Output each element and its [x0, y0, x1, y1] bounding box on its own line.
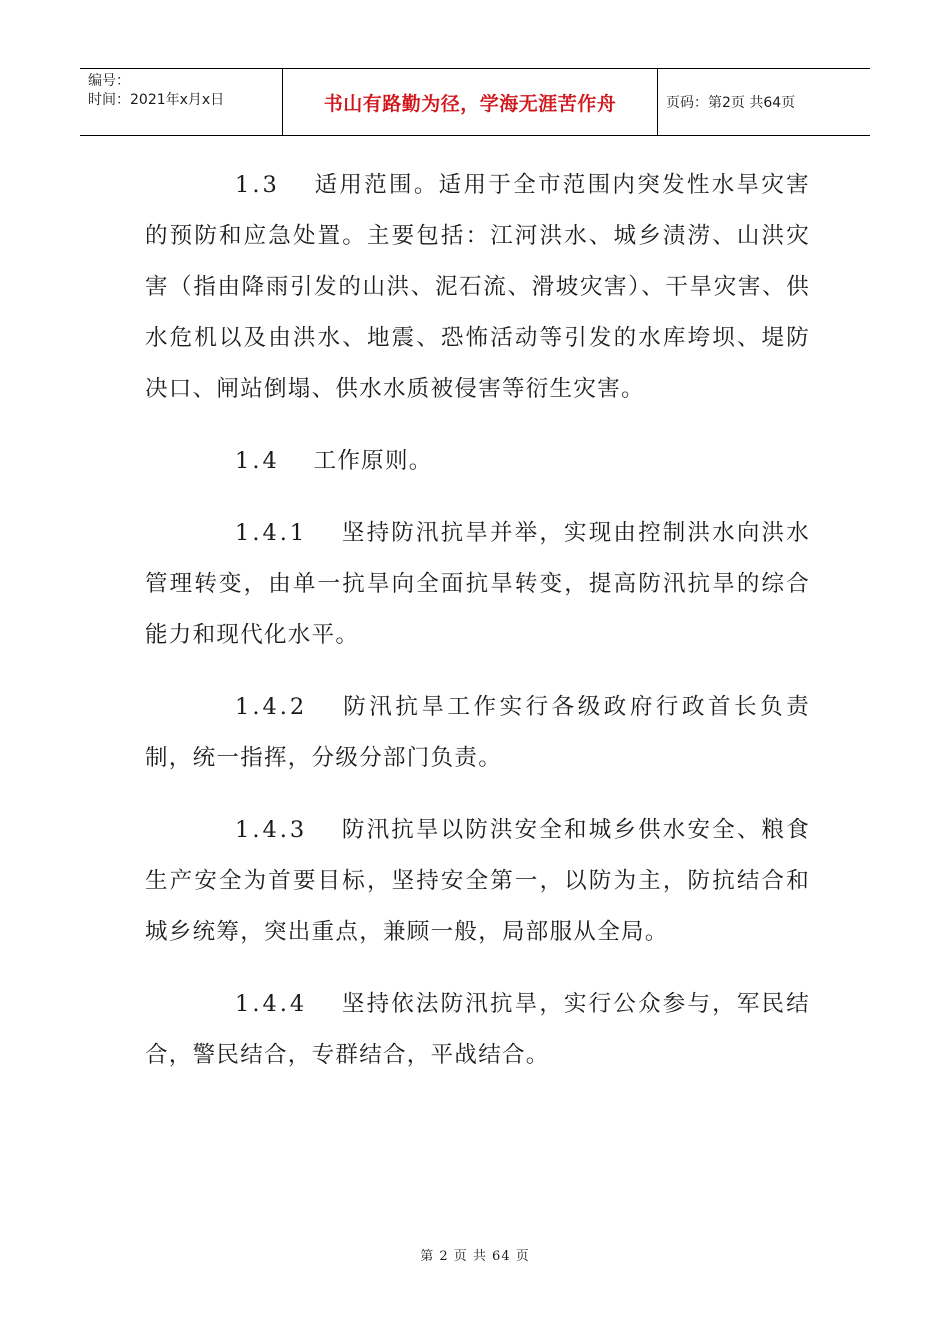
section-number: 1.4.4 [235, 991, 308, 1017]
document-number-label: 编号： [88, 73, 130, 89]
section-number: 1.4.2 [235, 694, 308, 720]
paragraph-1-3 [145, 160, 810, 415]
header-page-info-cell [658, 69, 870, 135]
paragraph-1-4-1 [145, 508, 810, 661]
section-number: 1.4 [235, 448, 280, 474]
page-footer: 第 2 页 共 64 页 [420, 1249, 530, 1264]
paragraph-text: 坚持防汛抗旱并举，实现由控制洪水向洪水管理转变，由单一抗旱向全面抗旱转变，提高防汛抗旱的综合能力和现代化水平。 [145, 520, 810, 648]
paragraph-1-4 [145, 436, 810, 487]
page-header [80, 68, 870, 136]
header-page-info: 页码：第2页 共64页 [666, 95, 796, 111]
paragraph-text: 适用范围。适用于全市范围内突发性水旱灾害的预防和应急处置。主要包括：江河洪水、城乡渍涝、山洪灾害（指由降雨引发的山洪、泥石流、滑坡灾害）、干旱灾害、供水危机以及由洪水、地震、恐怖活动等引发的水库垮坝、堤防决口、闸站倒塌、供水水质被侵害等衍生灾害。 [145, 172, 810, 402]
section-number: 1.3 [235, 172, 280, 198]
paragraph-1-4-3 [145, 805, 810, 958]
section-number: 1.4.1 [235, 520, 308, 546]
header-motto: 书山有路勤为径，学海无涯苦作舟 [323, 92, 617, 115]
paragraph-1-4-4 [145, 979, 810, 1081]
header-meta [80, 69, 282, 135]
section-number: 1.4.3 [235, 817, 308, 843]
paragraph-text: 防汛抗旱工作实行各级政府行政首长负责制，统一指挥，分级分部门负责。 [145, 694, 810, 771]
document-date: 时间：2021年x月x日 [88, 92, 225, 108]
paragraph-text: 坚持依法防汛抗旱，实行公众参与，军民结合，警民结合，专群结合，平战结合。 [145, 991, 810, 1068]
paragraph-1-4-2 [145, 682, 810, 784]
header-motto-cell [282, 69, 658, 135]
paragraph-text: 防汛抗旱以防洪安全和城乡供水安全、粮食生产安全为首要目标，坚持安全第一，以防为主，防抗结合和城乡统筹，突出重点，兼顾一般，局部服从全局。 [145, 817, 810, 945]
document-body [145, 160, 810, 1102]
paragraph-text: 工作原则。 [313, 448, 433, 474]
